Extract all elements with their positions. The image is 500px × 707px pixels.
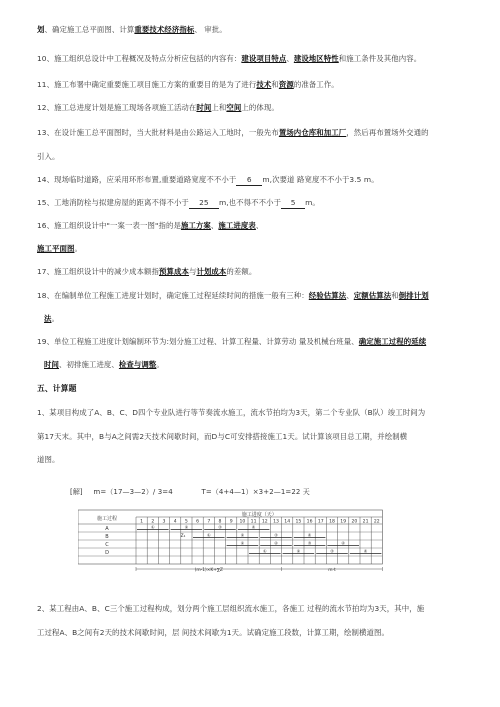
gantt-progress-header: 施工进度（天） bbox=[241, 512, 277, 518]
item-15 bbox=[37, 198, 500, 209]
item-11-answer-2: 资源 bbox=[278, 80, 294, 89]
gantt-day-label: 1 bbox=[140, 519, 144, 525]
gantt-segment-label: ① bbox=[263, 548, 267, 554]
gantt-day-label: 5 bbox=[184, 519, 188, 525]
item-13-answer: 置场内仓库和加工厂 bbox=[278, 128, 347, 137]
item-19-answer-1-end: 时间 bbox=[44, 360, 59, 369]
item-10 bbox=[37, 54, 500, 64]
gantt-day-label: 10 bbox=[239, 519, 246, 525]
gantt-segment-label: ① bbox=[151, 524, 155, 530]
gantt-day-label: 14 bbox=[284, 519, 291, 525]
gantt-day-label: 15 bbox=[295, 519, 302, 525]
item-19 bbox=[37, 337, 500, 347]
question-2 bbox=[37, 604, 500, 614]
item-18-text: 18、在编制单位工程施工进度计划时，确定施工过程延续时间的措施一般有三种： bbox=[37, 291, 309, 300]
item-19-mid: 、初排施工进度、 bbox=[58, 360, 119, 369]
gantt-gap-label: Z₁ bbox=[180, 534, 186, 539]
gantt-segment-label: ③ bbox=[330, 548, 334, 554]
question-1-line2 bbox=[37, 432, 500, 442]
item-12-tail: 上的体现。 bbox=[241, 103, 279, 112]
item-9-text: 、确定施工总平面图、计算 bbox=[44, 25, 135, 34]
gantt-day-label: 2 bbox=[151, 519, 155, 525]
gantt-process-header: 施工过程 bbox=[96, 516, 118, 522]
item-18-answer-3-end: 法 bbox=[44, 314, 52, 323]
item-18-answer-2: 定额估算法 bbox=[353, 291, 392, 300]
gantt-segment-label: ④ bbox=[307, 532, 312, 538]
item-14-tail: m,次要道 路宽度不不小于3.5 m。 bbox=[262, 175, 379, 184]
item-14-text: 14、现场临时道路，应采用环形布置,重要道路宽度不不小于 bbox=[37, 175, 237, 184]
item-17-answer-2: 计划成本 bbox=[196, 267, 227, 276]
item-16-answer-1: 施工方案 bbox=[180, 221, 211, 230]
question-2-line2-text: 工过程A、B之间有2天的技术间歇时间，层 间技术间歇为1天。试确定施工段数，计算工期，绘制横道图。 bbox=[37, 628, 389, 637]
item-15-blank-2: 5 bbox=[281, 198, 305, 209]
item-10-tail: 和施工条件及其他内容。 bbox=[338, 54, 422, 63]
item-18-line2 bbox=[44, 314, 500, 324]
gantt-day-label: 21 bbox=[362, 519, 369, 525]
gantt-day-label: 12 bbox=[261, 519, 268, 525]
item-18-answer-1: 经验估算法 bbox=[308, 291, 347, 300]
solution-label: [解] bbox=[70, 488, 83, 496]
gantt-row-label: A bbox=[105, 526, 109, 532]
item-12-answer-1: 时间 bbox=[196, 103, 212, 112]
item-10-answer-2: 建设地区特性 bbox=[293, 54, 339, 63]
item-16 bbox=[37, 221, 500, 231]
item-16-end: 。 bbox=[74, 244, 82, 253]
question-2-line1: 2、某工程由A、B、C三个施工过程构成，划分两个施工层组织流水施工，各施工 过程的流水节拍均为3天，其中，施 bbox=[37, 604, 425, 613]
item-14 bbox=[37, 175, 500, 186]
gantt-day-label: 11 bbox=[250, 519, 257, 525]
gantt-segment-label: ④ bbox=[251, 524, 256, 530]
item-12-text: 12、施工总进度计划是施工现场各项施工活动在 bbox=[37, 103, 197, 112]
gantt-segment-label: ② bbox=[240, 532, 245, 538]
item-13-tail: ，然后再布置场外交通的 bbox=[346, 128, 429, 137]
item-12-sep: 上和 bbox=[211, 103, 227, 112]
item-9-answer: 重要技术经济指标 bbox=[134, 25, 195, 34]
item-11-sep: 和 bbox=[271, 80, 279, 89]
item-17-sep: 与 bbox=[188, 267, 197, 276]
question-1-line2-text: 第17天末。其中，B与A之间需2天技术间歇时间，而D与C可安排搭接施工1天。试计算该项目总工期，并绘制横 bbox=[37, 432, 408, 441]
item-18-answer-3: 倒排计划 bbox=[398, 291, 429, 300]
item-15-tail: m。 bbox=[305, 198, 320, 207]
gantt-day-label: 8 bbox=[218, 519, 222, 525]
gantt-segment-label: ① bbox=[240, 540, 245, 546]
item-19-line2 bbox=[44, 360, 500, 370]
item-16-answer-2: 施工进度表 bbox=[218, 221, 256, 230]
gantt-segment-label: ② bbox=[296, 548, 301, 554]
item-16-line2 bbox=[37, 244, 500, 254]
item-10-text: 10、施工组织总设计中工程概况及特点分析应包括的内容有： bbox=[37, 54, 242, 63]
item-19-answer-2: 检查与调整 bbox=[118, 360, 157, 369]
gantt-day-label: 20 bbox=[351, 519, 358, 525]
question-1-line3 bbox=[37, 455, 500, 465]
item-19-text: 19、单位工程施工进度计划编制环节为:划分施工过程、计算工程量、计算劳动 量及机械台班量、 bbox=[37, 337, 359, 346]
item-19-end: 。 bbox=[156, 360, 164, 369]
item-12 bbox=[37, 103, 500, 113]
item-11-text: 11、施工布署中确定重要施工项目施工方案的重要目的是为了进行 bbox=[37, 80, 257, 89]
item-18-sep-2: 和 bbox=[391, 291, 399, 300]
item-9-continuation bbox=[37, 25, 500, 35]
gantt-segment-label: ① bbox=[207, 532, 211, 538]
item-14-blank: 6 bbox=[236, 175, 262, 186]
item-16-text: 16、施工组织设计中"一案一表一图"指的是 bbox=[37, 221, 181, 230]
item-13 bbox=[37, 128, 500, 138]
gantt-dim-right-label: m·t bbox=[328, 568, 336, 573]
item-16-sep: 、 bbox=[210, 221, 219, 230]
gantt-day-label: 6 bbox=[196, 519, 200, 525]
item-18-sep-1: 、 bbox=[346, 291, 354, 300]
item-17 bbox=[37, 267, 500, 277]
gantt-day-label: 22 bbox=[373, 519, 380, 525]
gantt-row-label: D bbox=[105, 550, 109, 556]
section-heading bbox=[37, 384, 500, 394]
gantt-day-label: 18 bbox=[329, 519, 335, 525]
gantt-dim-left-label: (m-1)×K+∑Z bbox=[194, 568, 223, 573]
gantt-segment-label: ③ bbox=[307, 540, 312, 546]
gantt-row-label: B bbox=[105, 534, 109, 540]
gantt-segment-label: ② bbox=[274, 540, 278, 546]
question-1-line3-text: 道图。 bbox=[37, 455, 60, 464]
question-1 bbox=[37, 408, 500, 418]
item-9-tail: 、 审批。 bbox=[194, 25, 227, 34]
gantt-day-label: 3 bbox=[162, 519, 166, 525]
item-16-answer-3: 施工平面图 bbox=[37, 244, 75, 253]
gantt-segment-label: ② bbox=[184, 524, 189, 530]
gantt-day-label: 4 bbox=[173, 519, 177, 525]
gantt-segment-label: ③ bbox=[274, 532, 278, 538]
item-17-tail: 的差额。 bbox=[226, 267, 257, 276]
gantt-day-label: 17 bbox=[317, 519, 324, 525]
solution-t: T=（4+4—1）×3+2—1=22 天 bbox=[201, 488, 310, 496]
item-16-tail: 、 bbox=[255, 221, 264, 230]
item-11-answer-1: 技术 bbox=[256, 80, 272, 89]
gantt-row-label: C bbox=[105, 542, 109, 548]
item-19-answer-1: 确定施工过程的延续 bbox=[358, 337, 427, 346]
solution-m: m=（17—3—2）/ 3=4 bbox=[93, 488, 173, 496]
schedule-gantt bbox=[78, 508, 398, 588]
item-13-text: 13、在设计施工总平面图时，当大批材料是由公路运入工地时，一般先布 bbox=[37, 128, 279, 137]
gantt-day-label: 9 bbox=[229, 519, 233, 525]
item-9-prefix: 划 bbox=[37, 25, 45, 34]
item-12-answer-2: 空间 bbox=[226, 103, 242, 112]
item-18 bbox=[37, 291, 500, 301]
gantt-day-label: 13 bbox=[273, 519, 279, 525]
item-15-blank-1: 25 bbox=[189, 198, 219, 209]
item-10-answer-1: 建设项目特点 bbox=[241, 54, 287, 63]
gantt-day-label: 19 bbox=[340, 519, 347, 525]
item-11-tail: 的准备工作。 bbox=[293, 80, 339, 89]
section-heading-text: 五、计算题 bbox=[37, 384, 77, 393]
item-13-line2 bbox=[37, 152, 500, 162]
gantt-segment-label: ④ bbox=[363, 548, 368, 554]
gantt-day-label: 7 bbox=[207, 519, 211, 525]
gantt-segment-label: ④ bbox=[341, 540, 345, 546]
gantt-segment-label: ③ bbox=[218, 524, 222, 530]
gantt-day-label: 16 bbox=[306, 519, 313, 525]
item-18-end: 。 bbox=[51, 314, 59, 323]
question-2-line2 bbox=[37, 628, 500, 638]
item-15-text: 15、工地消防栓与拟建房屋的距离不得不小于 bbox=[37, 198, 189, 207]
item-13-line2-text: 引入。 bbox=[37, 152, 60, 161]
solution-line bbox=[70, 487, 500, 497]
item-17-text: 17、施工组织设计中的减少成本额指 bbox=[37, 267, 159, 276]
item-10-sep: 、 bbox=[286, 54, 294, 63]
question-1-line1: 1、某项目构成了A、B、C、D四个专业队进行等节奏流水施工，流水节拍均为3天，第二个专业队（B队）竣工时间为 bbox=[37, 408, 426, 417]
item-17-answer-1: 预算成本 bbox=[158, 267, 189, 276]
item-15-mid: m,也不得不不小于 bbox=[218, 198, 282, 207]
item-11 bbox=[37, 80, 500, 90]
gantt-grid bbox=[78, 510, 382, 573]
